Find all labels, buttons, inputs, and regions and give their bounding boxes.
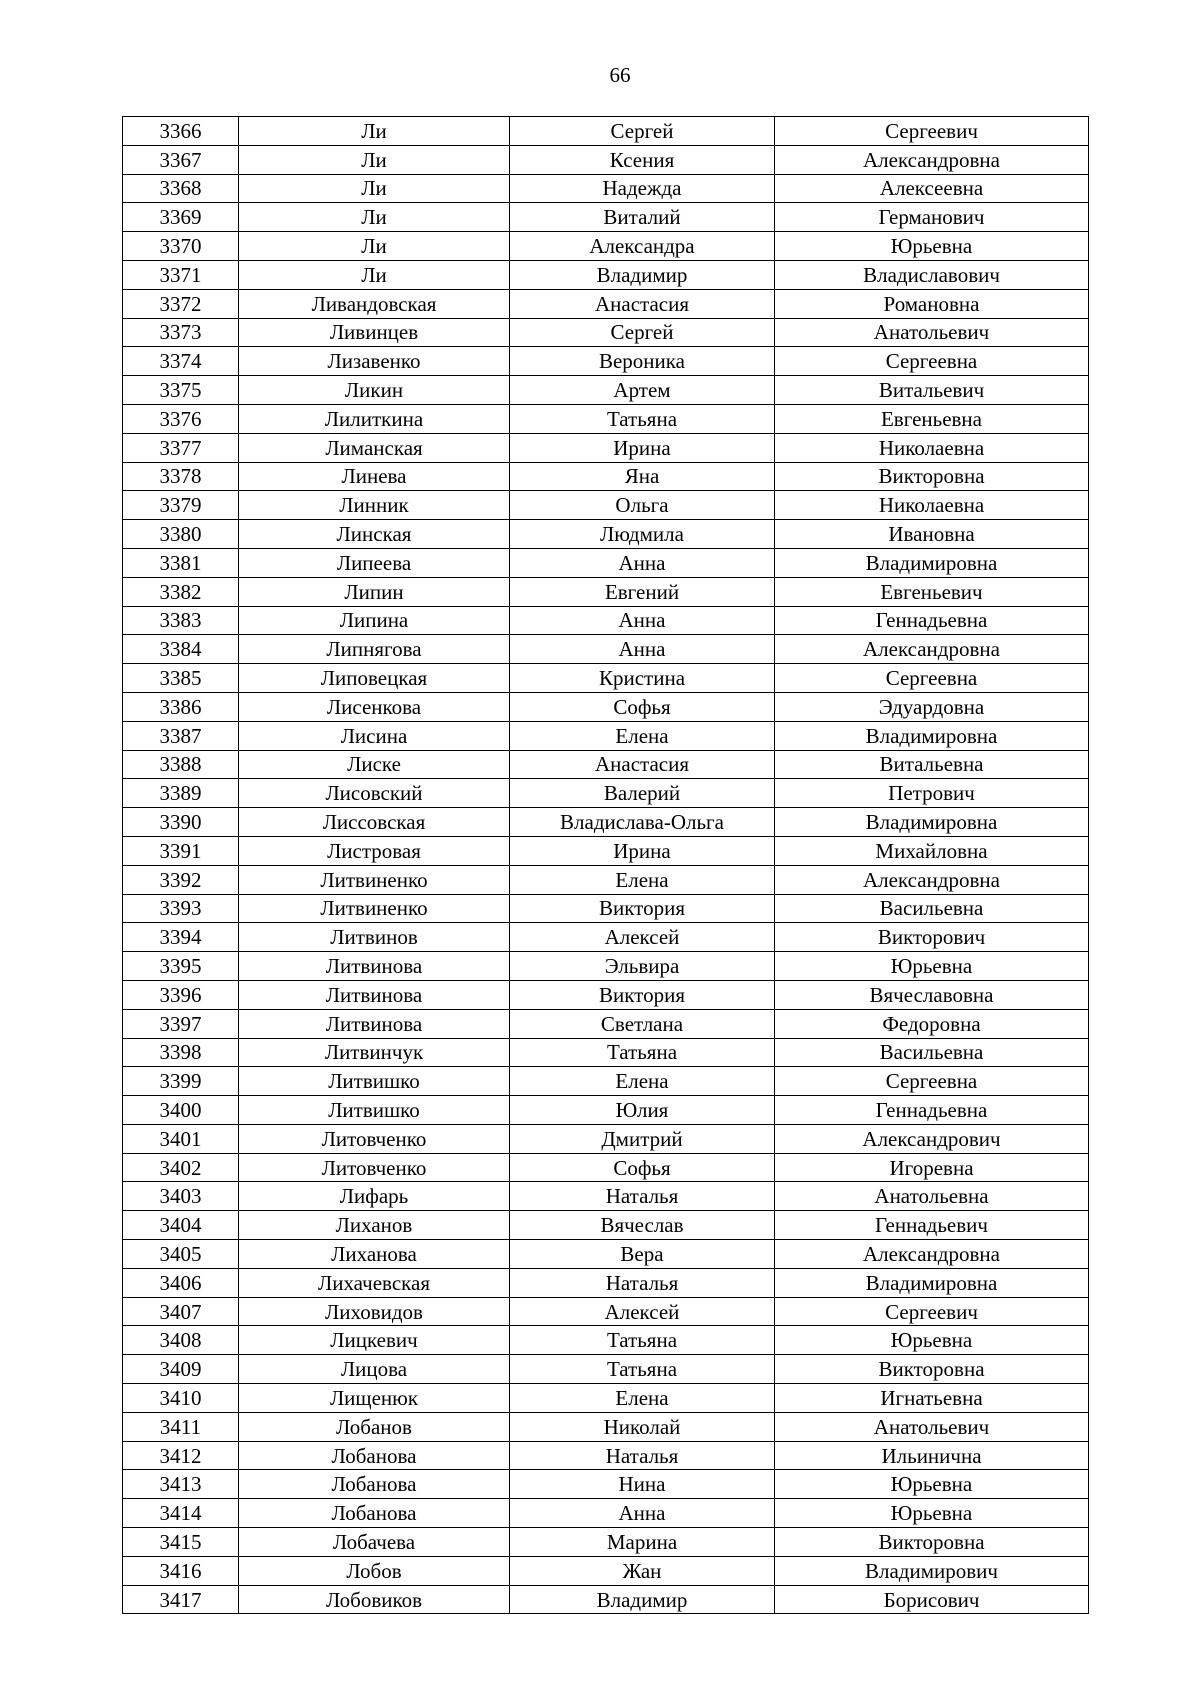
last-name-cell: Ли bbox=[239, 145, 510, 174]
row-number-cell: 3417 bbox=[123, 1585, 239, 1614]
patronymic-cell: Федоровна bbox=[775, 1009, 1089, 1038]
table-row bbox=[123, 1412, 1089, 1441]
table-row bbox=[123, 1556, 1089, 1585]
table-row bbox=[123, 721, 1089, 750]
patronymic-cell: Викторовна bbox=[775, 1355, 1089, 1384]
row-number-cell: 3405 bbox=[123, 1240, 239, 1269]
first-name-cell: Нина bbox=[510, 1470, 775, 1499]
patronymic-cell: Александровна bbox=[775, 1240, 1089, 1269]
last-name-cell: Линник bbox=[239, 491, 510, 520]
patronymic-cell: Вячеславовна bbox=[775, 980, 1089, 1009]
page-number: 66 bbox=[609, 63, 631, 87]
row-number-cell: 3399 bbox=[123, 1067, 239, 1096]
last-name-cell: Лисина bbox=[239, 721, 510, 750]
patronymic-cell: Сергеевна bbox=[775, 1067, 1089, 1096]
row-number-cell: 3381 bbox=[123, 548, 239, 577]
first-name-cell: Наталья bbox=[510, 1182, 775, 1211]
first-name-cell: Надежда bbox=[510, 174, 775, 203]
last-name-cell: Лобачева bbox=[239, 1528, 510, 1557]
patronymic-cell: Сергеевич bbox=[775, 117, 1089, 146]
patronymic-cell: Викторовна bbox=[775, 462, 1089, 491]
last-name-cell: Лисовский bbox=[239, 779, 510, 808]
row-number-cell: 3393 bbox=[123, 894, 239, 923]
patronymic-cell: Германович bbox=[775, 203, 1089, 232]
row-number-cell: 3390 bbox=[123, 808, 239, 837]
last-name-cell: Литвишко bbox=[239, 1096, 510, 1125]
patronymic-cell: Викторович bbox=[775, 923, 1089, 952]
last-name-cell: Листровая bbox=[239, 836, 510, 865]
patronymic-cell: Витальевна bbox=[775, 750, 1089, 779]
patronymic-cell: Юрьевна bbox=[775, 1326, 1089, 1355]
table-row bbox=[123, 865, 1089, 894]
first-name-cell: Наталья bbox=[510, 1268, 775, 1297]
row-number-cell: 3403 bbox=[123, 1182, 239, 1211]
table-row bbox=[123, 750, 1089, 779]
first-name-cell: Сергей bbox=[510, 117, 775, 146]
table-row bbox=[123, 1153, 1089, 1182]
patronymic-cell: Анатольевич bbox=[775, 1412, 1089, 1441]
table-row bbox=[123, 923, 1089, 952]
last-name-cell: Липнягова bbox=[239, 635, 510, 664]
row-number-cell: 3406 bbox=[123, 1268, 239, 1297]
row-number-cell: 3394 bbox=[123, 923, 239, 952]
row-number-cell: 3409 bbox=[123, 1355, 239, 1384]
table-row bbox=[123, 145, 1089, 174]
row-number-cell: 3367 bbox=[123, 145, 239, 174]
first-name-cell: Вячеслав bbox=[510, 1211, 775, 1240]
row-number-cell: 3410 bbox=[123, 1384, 239, 1413]
table-row bbox=[123, 548, 1089, 577]
last-name-cell: Лиханова bbox=[239, 1240, 510, 1269]
first-name-cell: Ольга bbox=[510, 491, 775, 520]
last-name-cell: Литвинова bbox=[239, 980, 510, 1009]
row-number-cell: 3380 bbox=[123, 520, 239, 549]
first-name-cell: Владимир bbox=[510, 1585, 775, 1614]
table-row bbox=[123, 1096, 1089, 1125]
last-name-cell: Лобов bbox=[239, 1556, 510, 1585]
patronymic-cell: Владимировна bbox=[775, 1268, 1089, 1297]
last-name-cell: Ли bbox=[239, 232, 510, 261]
patronymic-cell: Николаевна bbox=[775, 433, 1089, 462]
first-name-cell: Анна bbox=[510, 1499, 775, 1528]
table-row bbox=[123, 606, 1089, 635]
last-name-cell: Ливандовская bbox=[239, 289, 510, 318]
first-name-cell: Виктория bbox=[510, 894, 775, 923]
last-name-cell: Ливинцев bbox=[239, 318, 510, 347]
first-name-cell: Валерий bbox=[510, 779, 775, 808]
patronymic-cell: Владимировна bbox=[775, 808, 1089, 837]
last-name-cell: Ликин bbox=[239, 376, 510, 405]
table-row bbox=[123, 347, 1089, 376]
last-name-cell: Лищенюк bbox=[239, 1384, 510, 1413]
row-number-cell: 3404 bbox=[123, 1211, 239, 1240]
first-name-cell: Елена bbox=[510, 1384, 775, 1413]
patronymic-cell: Александровна bbox=[775, 635, 1089, 664]
first-name-cell: Александра bbox=[510, 232, 775, 261]
first-name-cell: Вера bbox=[510, 1240, 775, 1269]
table-row bbox=[123, 692, 1089, 721]
row-number-cell: 3373 bbox=[123, 318, 239, 347]
first-name-cell: Дмитрий bbox=[510, 1124, 775, 1153]
first-name-cell: Татьяна bbox=[510, 1326, 775, 1355]
patronymic-cell: Игнатьевна bbox=[775, 1384, 1089, 1413]
last-name-cell: Линева bbox=[239, 462, 510, 491]
row-number-cell: 3396 bbox=[123, 980, 239, 1009]
patronymic-cell: Геннадьевна bbox=[775, 1096, 1089, 1125]
table-row bbox=[123, 1182, 1089, 1211]
patronymic-cell: Николаевна bbox=[775, 491, 1089, 520]
patronymic-cell: Анатольевна bbox=[775, 1182, 1089, 1211]
row-number-cell: 3412 bbox=[123, 1441, 239, 1470]
patronymic-cell: Эдуардовна bbox=[775, 692, 1089, 721]
patronymic-cell: Юрьевна bbox=[775, 232, 1089, 261]
row-number-cell: 3416 bbox=[123, 1556, 239, 1585]
table-row bbox=[123, 980, 1089, 1009]
table-row bbox=[123, 1240, 1089, 1269]
table-row bbox=[123, 577, 1089, 606]
patronymic-cell: Алексеевна bbox=[775, 174, 1089, 203]
first-name-cell: Владимир bbox=[510, 260, 775, 289]
table-row bbox=[123, 664, 1089, 693]
row-number-cell: 3372 bbox=[123, 289, 239, 318]
first-name-cell: Алексей bbox=[510, 923, 775, 952]
row-number-cell: 3401 bbox=[123, 1124, 239, 1153]
patronymic-cell: Викторовна bbox=[775, 1528, 1089, 1557]
last-name-cell: Литвинчук bbox=[239, 1038, 510, 1067]
table-row bbox=[123, 1124, 1089, 1153]
last-name-cell: Ли bbox=[239, 117, 510, 146]
last-name-cell: Лизавенко bbox=[239, 347, 510, 376]
table-row bbox=[123, 491, 1089, 520]
row-number-cell: 3415 bbox=[123, 1528, 239, 1557]
last-name-cell: Липовецкая bbox=[239, 664, 510, 693]
last-name-cell: Липин bbox=[239, 577, 510, 606]
last-name-cell: Литвинова bbox=[239, 952, 510, 981]
first-name-cell: Сергей bbox=[510, 318, 775, 347]
first-name-cell: Анастасия bbox=[510, 289, 775, 318]
first-name-cell: Владислава-Ольга bbox=[510, 808, 775, 837]
last-name-cell: Лиссовская bbox=[239, 808, 510, 837]
row-number-cell: 3398 bbox=[123, 1038, 239, 1067]
row-number-cell: 3375 bbox=[123, 376, 239, 405]
first-name-cell: Кристина bbox=[510, 664, 775, 693]
table-row bbox=[123, 462, 1089, 491]
patronymic-cell: Михайловна bbox=[775, 836, 1089, 865]
patronymic-cell: Витальевич bbox=[775, 376, 1089, 405]
row-number-cell: 3376 bbox=[123, 404, 239, 433]
patronymic-cell: Ивановна bbox=[775, 520, 1089, 549]
first-name-cell: Татьяна bbox=[510, 1038, 775, 1067]
table-row bbox=[123, 1355, 1089, 1384]
last-name-cell: Лиханов bbox=[239, 1211, 510, 1240]
last-name-cell: Лилиткина bbox=[239, 404, 510, 433]
first-name-cell: Ирина bbox=[510, 836, 775, 865]
row-number-cell: 3407 bbox=[123, 1297, 239, 1326]
table-row bbox=[123, 376, 1089, 405]
last-name-cell: Литовченко bbox=[239, 1124, 510, 1153]
row-number-cell: 3402 bbox=[123, 1153, 239, 1182]
roster-table bbox=[122, 116, 1089, 1614]
table-row bbox=[123, 433, 1089, 462]
last-name-cell: Липина bbox=[239, 606, 510, 635]
patronymic-cell: Васильевна bbox=[775, 1038, 1089, 1067]
last-name-cell: Лиске bbox=[239, 750, 510, 779]
row-number-cell: 3388 bbox=[123, 750, 239, 779]
last-name-cell: Липеева bbox=[239, 548, 510, 577]
row-number-cell: 3370 bbox=[123, 232, 239, 261]
row-number-cell: 3377 bbox=[123, 433, 239, 462]
patronymic-cell: Сергеевна bbox=[775, 347, 1089, 376]
patronymic-cell: Александрович bbox=[775, 1124, 1089, 1153]
first-name-cell: Артем bbox=[510, 376, 775, 405]
first-name-cell: Елена bbox=[510, 1067, 775, 1096]
patronymic-cell: Романовна bbox=[775, 289, 1089, 318]
first-name-cell: Анна bbox=[510, 548, 775, 577]
last-name-cell: Литвиненко bbox=[239, 894, 510, 923]
last-name-cell: Лобовиков bbox=[239, 1585, 510, 1614]
first-name-cell: Елена bbox=[510, 721, 775, 750]
patronymic-cell: Александровна bbox=[775, 865, 1089, 894]
first-name-cell: Вероника bbox=[510, 347, 775, 376]
row-number-cell: 3369 bbox=[123, 203, 239, 232]
patronymic-cell: Юрьевна bbox=[775, 1470, 1089, 1499]
first-name-cell: Виталий bbox=[510, 203, 775, 232]
last-name-cell: Литвинов bbox=[239, 923, 510, 952]
last-name-cell: Линская bbox=[239, 520, 510, 549]
row-number-cell: 3389 bbox=[123, 779, 239, 808]
first-name-cell: Светлана bbox=[510, 1009, 775, 1038]
table-row bbox=[123, 1585, 1089, 1614]
first-name-cell: Татьяна bbox=[510, 1355, 775, 1384]
row-number-cell: 3391 bbox=[123, 836, 239, 865]
row-number-cell: 3411 bbox=[123, 1412, 239, 1441]
last-name-cell: Лобанова bbox=[239, 1441, 510, 1470]
last-name-cell: Литвишко bbox=[239, 1067, 510, 1096]
table-row bbox=[123, 1211, 1089, 1240]
table-row bbox=[123, 1038, 1089, 1067]
table-row bbox=[123, 1441, 1089, 1470]
first-name-cell: Жан bbox=[510, 1556, 775, 1585]
patronymic-cell: Петрович bbox=[775, 779, 1089, 808]
patronymic-cell: Сергеевна bbox=[775, 664, 1089, 693]
table-row bbox=[123, 1326, 1089, 1355]
table-row bbox=[123, 1067, 1089, 1096]
table-row bbox=[123, 174, 1089, 203]
last-name-cell: Литовченко bbox=[239, 1153, 510, 1182]
first-name-cell: Яна bbox=[510, 462, 775, 491]
row-number-cell: 3413 bbox=[123, 1470, 239, 1499]
table-row bbox=[123, 1528, 1089, 1557]
patronymic-cell: Юрьевна bbox=[775, 1499, 1089, 1528]
table-row bbox=[123, 260, 1089, 289]
table-row bbox=[123, 894, 1089, 923]
patronymic-cell: Владиславович bbox=[775, 260, 1089, 289]
first-name-cell: Виктория bbox=[510, 980, 775, 1009]
row-number-cell: 3368 bbox=[123, 174, 239, 203]
first-name-cell: Анастасия bbox=[510, 750, 775, 779]
table-row bbox=[123, 1499, 1089, 1528]
row-number-cell: 3378 bbox=[123, 462, 239, 491]
first-name-cell: Людмила bbox=[510, 520, 775, 549]
patronymic-cell: Анатольевич bbox=[775, 318, 1089, 347]
patronymic-cell: Евгеньевич bbox=[775, 577, 1089, 606]
first-name-cell: Алексей bbox=[510, 1297, 775, 1326]
table-row bbox=[123, 203, 1089, 232]
table-row bbox=[123, 232, 1089, 261]
row-number-cell: 3379 bbox=[123, 491, 239, 520]
patronymic-cell: Александровна bbox=[775, 145, 1089, 174]
last-name-cell: Лицкевич bbox=[239, 1326, 510, 1355]
patronymic-cell: Геннадьевна bbox=[775, 606, 1089, 635]
table-row bbox=[123, 289, 1089, 318]
last-name-cell: Лицова bbox=[239, 1355, 510, 1384]
first-name-cell: Марина bbox=[510, 1528, 775, 1557]
last-name-cell: Лобанова bbox=[239, 1470, 510, 1499]
row-number-cell: 3371 bbox=[123, 260, 239, 289]
patronymic-cell: Геннадьевич bbox=[775, 1211, 1089, 1240]
first-name-cell: Эльвира bbox=[510, 952, 775, 981]
last-name-cell: Лисенкова bbox=[239, 692, 510, 721]
first-name-cell: Анна bbox=[510, 635, 775, 664]
last-name-cell: Лобанов bbox=[239, 1412, 510, 1441]
first-name-cell: Николай bbox=[510, 1412, 775, 1441]
last-name-cell: Ли bbox=[239, 174, 510, 203]
table-row bbox=[123, 779, 1089, 808]
patronymic-cell: Юрьевна bbox=[775, 952, 1089, 981]
patronymic-cell: Ильинична bbox=[775, 1441, 1089, 1470]
last-name-cell: Лихачевская bbox=[239, 1268, 510, 1297]
row-number-cell: 3408 bbox=[123, 1326, 239, 1355]
roster-body bbox=[123, 117, 1089, 1614]
first-name-cell: Татьяна bbox=[510, 404, 775, 433]
last-name-cell: Ли bbox=[239, 203, 510, 232]
table-row bbox=[123, 1470, 1089, 1499]
row-number-cell: 3387 bbox=[123, 721, 239, 750]
last-name-cell: Литвиненко bbox=[239, 865, 510, 894]
last-name-cell: Лиманская bbox=[239, 433, 510, 462]
table-row bbox=[123, 520, 1089, 549]
patronymic-cell: Васильевна bbox=[775, 894, 1089, 923]
patronymic-cell: Сергеевич bbox=[775, 1297, 1089, 1326]
row-number-cell: 3395 bbox=[123, 952, 239, 981]
row-number-cell: 3382 bbox=[123, 577, 239, 606]
table-row bbox=[123, 1384, 1089, 1413]
last-name-cell: Литвинова bbox=[239, 1009, 510, 1038]
row-number-cell: 3397 bbox=[123, 1009, 239, 1038]
row-number-cell: 3374 bbox=[123, 347, 239, 376]
patronymic-cell: Игоревна bbox=[775, 1153, 1089, 1182]
first-name-cell: Елена bbox=[510, 865, 775, 894]
table-row bbox=[123, 1009, 1089, 1038]
last-name-cell: Лобанова bbox=[239, 1499, 510, 1528]
table-row bbox=[123, 117, 1089, 146]
patronymic-cell: Владимировна bbox=[775, 721, 1089, 750]
first-name-cell: Софья bbox=[510, 692, 775, 721]
first-name-cell: Евгений bbox=[510, 577, 775, 606]
patronymic-cell: Евгеньевна bbox=[775, 404, 1089, 433]
table-row bbox=[123, 952, 1089, 981]
table-row bbox=[123, 635, 1089, 664]
first-name-cell: Ирина bbox=[510, 433, 775, 462]
first-name-cell: Юлия bbox=[510, 1096, 775, 1125]
first-name-cell: Софья bbox=[510, 1153, 775, 1182]
table-row bbox=[123, 808, 1089, 837]
last-name-cell: Лиховидов bbox=[239, 1297, 510, 1326]
patronymic-cell: Владимирович bbox=[775, 1556, 1089, 1585]
table-row bbox=[123, 404, 1089, 433]
table-row bbox=[123, 1297, 1089, 1326]
first-name-cell: Анна bbox=[510, 606, 775, 635]
table-row bbox=[123, 318, 1089, 347]
row-number-cell: 3392 bbox=[123, 865, 239, 894]
patronymic-cell: Владимировна bbox=[775, 548, 1089, 577]
row-number-cell: 3385 bbox=[123, 664, 239, 693]
table-row bbox=[123, 836, 1089, 865]
patronymic-cell: Борисович bbox=[775, 1585, 1089, 1614]
table-row bbox=[123, 1268, 1089, 1297]
row-number-cell: 3383 bbox=[123, 606, 239, 635]
row-number-cell: 3386 bbox=[123, 692, 239, 721]
last-name-cell: Ли bbox=[239, 260, 510, 289]
first-name-cell: Наталья bbox=[510, 1441, 775, 1470]
row-number-cell: 3414 bbox=[123, 1499, 239, 1528]
last-name-cell: Лифарь bbox=[239, 1182, 510, 1211]
row-number-cell: 3366 bbox=[123, 117, 239, 146]
first-name-cell: Ксения bbox=[510, 145, 775, 174]
row-number-cell: 3384 bbox=[123, 635, 239, 664]
row-number-cell: 3400 bbox=[123, 1096, 239, 1125]
